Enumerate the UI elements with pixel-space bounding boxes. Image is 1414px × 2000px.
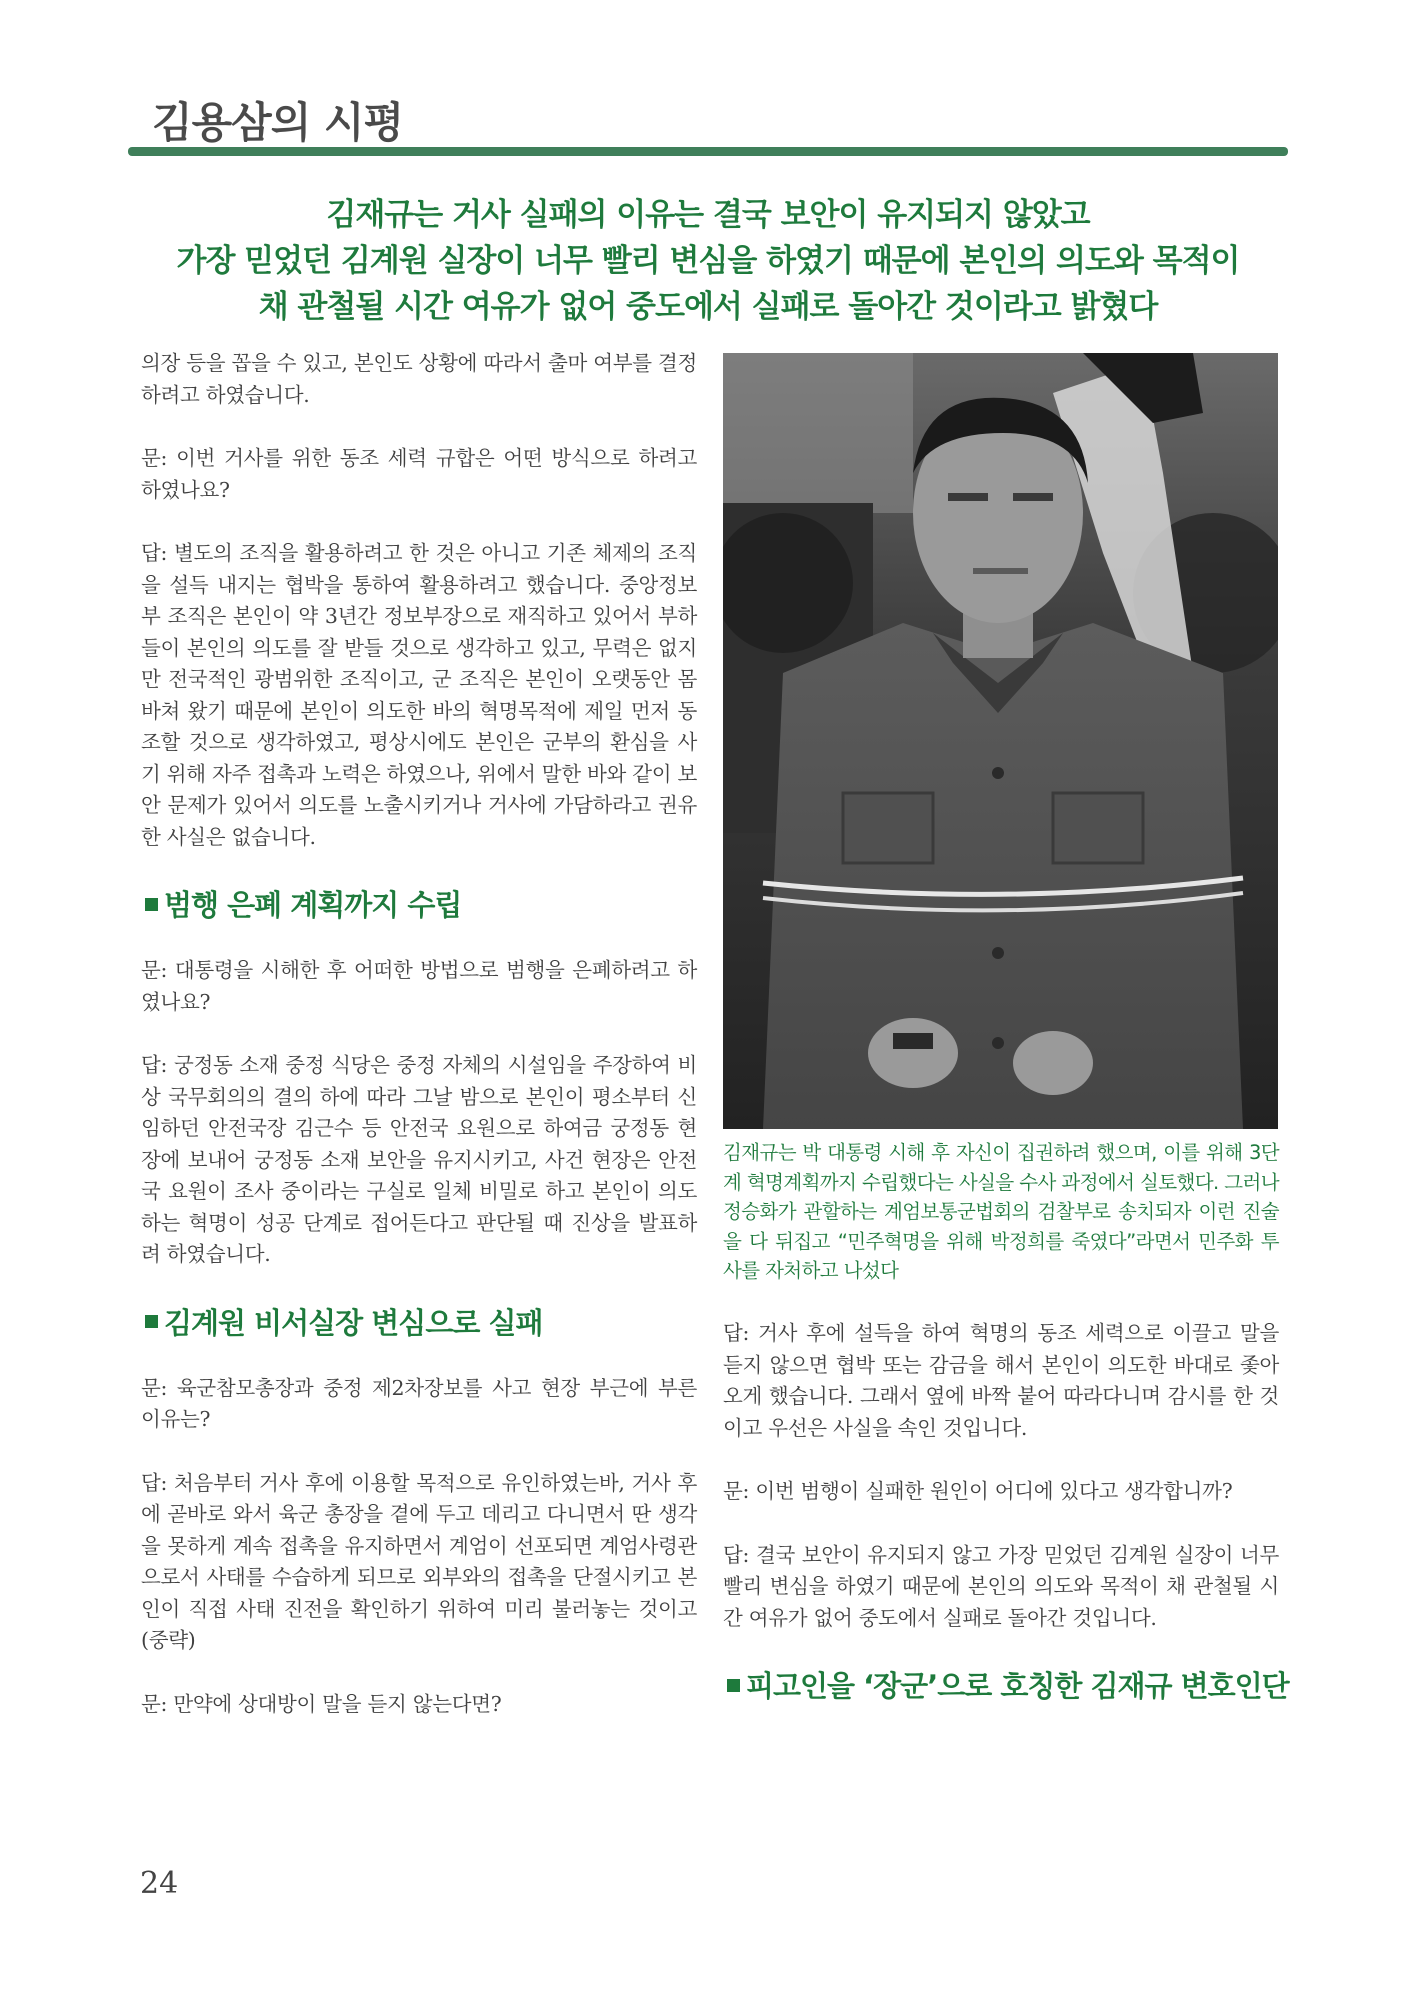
headline-line: 채 관철될 시간 여유가 없어 중도에서 실패로 돌아간 것이라고 밝혔다 <box>258 289 1158 325</box>
left-column <box>141 348 697 1752</box>
page-number: 24 <box>140 1866 179 1901</box>
photo-caption: 김재규는 박 대통령 시해 후 자신이 집권하려 했으며, 이를 위해 3단계 혁명계획까지 수립했다는 사실을 수사 과정에서 실토했다. 그러나 정승화가 관할하는 계엄보통군법회의 검찰부로 송치되자 이런 진술을 다 뒤집고 “민주혁명을 위해 박정희를 죽였다”라면서 민주화 투사를 자처하고 나섰다 <box>723 1141 1279 1282</box>
paragraph: 문: 이번 거사를 위한 동조 세력 규합은 어떤 방식으로 하려고 하였나요? <box>141 446 697 502</box>
subheading-text: 피고인을 ‘장군’으로 호칭한 김재규 변호인단 <box>746 1669 1289 1703</box>
right-column <box>723 1318 1289 1736</box>
subheading <box>727 1666 1289 1706</box>
header-divider <box>128 147 1288 156</box>
square-bullet-icon <box>145 1315 158 1328</box>
subheading-text: 범행 은폐 계획까지 수립 <box>164 888 462 922</box>
paragraph: 답: 궁정동 소재 중정 식당은 중정 자체의 시설임을 주장하여 비상 국무회의의 결의 하에 따라 그날 밤으로 본인이 평소부터 신임하던 안전국장 김근수 등 안전국 요원으로 하여금 궁정동 현장에 보내어 궁정동 소재 보안을 유지시키고, 사건 현장은 안전국 요원이 조사 중이라는 구실로 일체 비밀로 하고 본인이 의도하는 혁명이 성공 단계로 접어든다고 판단될 때 진상을 발표하려 하였습니다. <box>141 1053 697 1266</box>
paragraph: 문: 만약에 상대방이 말을 듣지 않는다면? <box>141 1691 502 1716</box>
magazine-section-title: 김용삼의 시평 <box>152 98 404 147</box>
paragraph: 문: 육군참모총장과 중정 제2차장보를 사고 현장 부근에 부른 이유는? <box>141 1375 697 1431</box>
paragraph: 답: 별도의 조직을 활용하려고 한 것은 아니고 기존 체제의 조직을 설득 내지는 협박을 통하여 활용하려고 했습니다. 중앙정보부 조직은 본인이 약 3년간 정보부장으로 재직하고 있어서 부하들이 본인의 의도를 잘 받들 것으로 생각하고 있고, 무력은 없지만 전국적인 광범위한 조직이고, 군 조직은 본인이 오랫동안 몸 바쳐 왔기 때문에 본인이 의도한 바의 혁명목적에 제일 먼저 동조할 것으로 생각하였고, 평상시에도 본인은 군부의 환심을 사기 위해 자주 접촉과 노력은 하였으나, 위에서 말한 바와 같이 보안 문제가 있어서 의도를 노출시키거나 거사에 가담하라고 권유한 사실은 없습니다. <box>141 541 697 849</box>
paragraph: 문: 대통령을 시해한 후 어떠한 방법으로 범행을 은폐하려고 하였나요? <box>141 958 697 1014</box>
headline-line: 김재규는 거사 실패의 이유는 결국 보안이 유지되지 않았고 <box>326 197 1090 233</box>
paragraph: 문: 이번 범행이 실패한 원인이 어디에 있다고 생각합니까? <box>723 1479 1233 1503</box>
square-bullet-icon <box>145 898 158 911</box>
headline-line: 가장 믿었던 김계원 실장이 너무 빨리 변심을 하였기 때문에 본인의 의도와 목적이 <box>176 243 1240 279</box>
subheading-text: 김계원 비서실장 변심으로 실패 <box>164 1305 543 1340</box>
square-bullet-icon <box>727 1679 740 1692</box>
subheading <box>145 1303 697 1343</box>
paragraph: 의장 등을 꼽을 수 있고, 본인도 상황에 따라서 출마 여부를 결정하려고 하였습니다. <box>141 351 697 407</box>
portrait-illustration <box>723 353 1278 1129</box>
paragraph: 답: 결국 보안이 유지되지 않고 가장 믿었던 김계원 실장이 너무 빨리 변심을 하였기 때문에 본인의 의도와 목적이 채 관철될 시간 여유가 없어 중도에서 실패로 돌아간 것입니다. <box>723 1542 1279 1630</box>
paragraph: 답: 처음부터 거사 후에 이용할 목적으로 유인하였는바, 거사 후에 곧바로 와서 육군 총장을 곁에 두고 데리고 다니면서 딴 생각을 못하게 계속 접촉을 유지하면서 계엄이 선포되면 계엄사령관으로서 사태를 수습하게 되므로 외부와의 접촉을 단절시키고 본인이 직접 사태 진전을 확인하기 위하여 미리 불러놓는 것이고 (중략) <box>141 1470 697 1652</box>
subheading <box>145 885 697 925</box>
paragraph: 답: 거사 후에 설득을 하여 혁명의 동조 세력으로 이끌고 말을 듣지 않으면 협박 또는 감금을 해서 본인이 의도한 바대로 좇아오게 했습니다. 그래서 옆에 바짝 붙어 따라다니며 감시를 한 것이고 우선은 사실을 속인 것입니다. <box>723 1321 1279 1440</box>
article-headline <box>128 192 1288 330</box>
portrait-photo <box>723 353 1278 1129</box>
